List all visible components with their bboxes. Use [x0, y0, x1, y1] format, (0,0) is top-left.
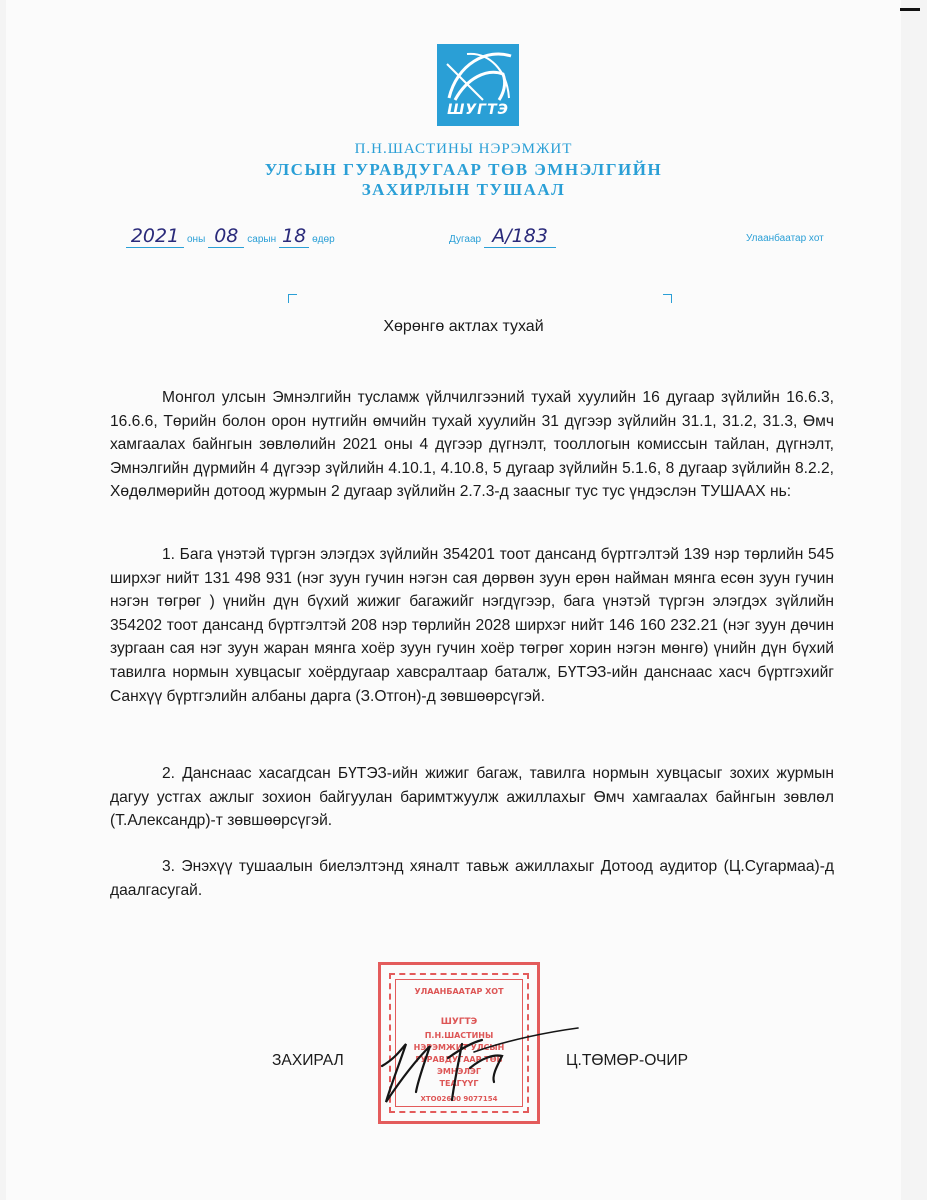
paragraph-text: 2. Данснаас хасагдсан БҮТЭЗ-ийн жижиг багаж, тавилга нормын хувцасыг зохих журмын дагуу устгах ажлыг зохион байгуулан баримтжуулж ажиллахыг Өмч хамгаалах байнгын зөвлөл (Т.Александр)-т зөвшөөрсүгэй. [110, 765, 834, 830]
stamp-top-text: УЛААНБААТАР ХОТ [414, 987, 504, 996]
subject-title: Хөрөнгө актлах тухай [383, 318, 544, 335]
subject-bracket-left [288, 294, 297, 303]
month-label: сарын [247, 234, 277, 245]
subject-bracket-right [663, 294, 672, 303]
year-label: оны [187, 234, 206, 245]
preamble-paragraph [110, 386, 834, 504]
scan-corner-mark [900, 8, 920, 11]
stamp-logo-text: ШУГТЭ [440, 1017, 478, 1027]
day-label: өдөр [312, 234, 335, 245]
stamp-code: ХТО02600 9077154 [420, 1095, 498, 1103]
header-line-2: УЛСЫН ГУРАВДУГААР ТӨВ ЭМНЭЛГИЙН [264, 160, 663, 179]
hospital-logo [437, 44, 519, 126]
paragraph-text: 3. Энэхүү тушаалын биелэлтэнд хяналт тавьж ажиллахыг Дотоод аудитор (Ц.Сугармаа)-д даалгасугай. [110, 858, 834, 899]
stamp-line-5: ТЕАГҮҮГ [439, 1079, 479, 1088]
order-item-2 [110, 762, 834, 833]
order-number-field [446, 225, 556, 249]
paragraph-text: Монгол улсын Эмнэлгийн тусламж үйлчилгээний тухай хуулийн 16 дугаар зүйлийн 16.6.3, 16.6.6, Төрийн болон орон нутгийн өмчийн тухай хуулийн 31 дүгээр зүйлийн 31.1, 31.2, 31.3, Өмч хамгаалах байнгын зөвлөлийн 2021 оны 4 дүгээр дүгнэлт, тооллогын комиссын тайлан, дүгнэлт, Эмнэлгийн дүрмийн 4 дүгээр зүйлийн 4.10.1, 4.10.8, 5 дугаар зүйлийн 5.1.6, 8 дугаар зүйлийн 8.2.2, Хөдөлмөрийн дотоод журмын 2 дугаар зүйлийн 2.7.3-д заасныг тус тус үндэслэн ТУШААХ нь: [110, 389, 834, 501]
number-label: Дугаар [449, 234, 482, 245]
paragraph-text: 1. Бага үнэтэй түргэн элэгдэх зүйлийн 354201 тоот дансанд бүртгэлтэй 139 нэр төрлийн 545 ширхэг нийт 131 498 931 (нэг зуун гучин нэгэн сая дөрвөн зуун ерөн найман мянга есөн зуун гучин нэгэн төгрөг ) үнийн дүн бүхий жижиг багажийг нэгдүгээр, бага үнэтэй түргэн элэгдэх зүйлийн 354202 тоот дансанд бүртгэлтэй 208 нэр төрлийн 2028 ширхэг нийт 146 160 232.21 (нэг зуун дөчин зургаан сая нэг зуун жаран мянга хоёр зуун гучин хоёр төгрөг хорин нэгэн мөнгө) үнийн дүн бүхий тавилга нормын хувцасыг хоёрдугаар хавсралтаар баталж, БҮТЭЗ-ийн данснаас хасч бүртгэхийг Санхүү бүртгэлийн албаны дарга (З.Отгон)-д зөвшөөрсүгэй. [110, 546, 834, 705]
order-item-1 [110, 543, 834, 708]
date-day: 18 [279, 225, 309, 248]
order-item-3 [110, 855, 834, 902]
stamp-line-3: ГУРАВДУГААР ТӨВ [415, 1055, 503, 1064]
stamp-line-4: ЭМНЭЛЭГ [436, 1067, 481, 1076]
stamp-line-2: НЭРЭМЖИТ УЛСЫН [413, 1043, 505, 1052]
date-year: 2021 [126, 225, 184, 248]
city: Улаанбаатар хот [746, 233, 824, 244]
signatory-name: Ц.ТӨМӨР-ОЧИР [566, 1052, 689, 1069]
order-number: А/183 [484, 225, 556, 248]
date-field [126, 225, 338, 249]
date-month: 08 [208, 225, 244, 248]
signatory-title: ЗАХИРАЛ [272, 1052, 344, 1069]
header-line-1: П.Н.ШАСТИНЫ НЭРЭМЖИТ [354, 141, 573, 157]
logo-text: ШУГТЭ [447, 102, 509, 118]
header-line-3: ЗАХИРЛЫН ТУШААЛ [361, 180, 566, 199]
handwritten-signature [378, 1018, 588, 1108]
stamp-line-1: П.Н.ШАСТИНЫ [424, 1031, 494, 1040]
